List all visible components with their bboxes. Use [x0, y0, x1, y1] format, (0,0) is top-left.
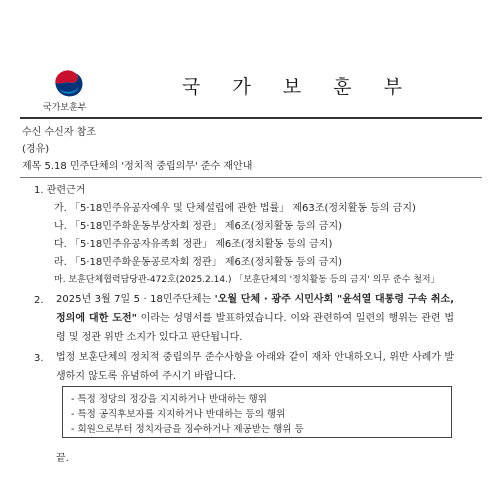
section1-item: 마. 보훈단체협력담당관-472호(2025.2.14.) 「보훈단체의 '정치활동 등의 금지' 의무 준수 철저」 [54, 275, 440, 285]
section1-item: 라. 「5·18민주화운동공로자회 정관」 제6조(정치활동 등의 금지) [54, 257, 343, 268]
section2-text-pre: 2025년 3월 7일 5 · 18민주단체는 [56, 294, 215, 305]
notice-item: - 특정 정당의 정강을 지지하거나 반대하는 행위 [71, 394, 267, 405]
section1-item: 나. 「5·18민주화운동부상자회 정관」 제6조(정치활동 등의 금지) [54, 221, 343, 232]
notice-item: - 특정 공직후보자를 지지하거나 반대하는 등의 행위 [71, 409, 286, 420]
section1-item: 다. 「5·18민주유공자유족회 정관」 제6조(정치활동 등의 금지) [54, 239, 333, 250]
header-divider [20, 117, 482, 119]
section1-heading: 1. 관련근거 [34, 185, 86, 196]
section2-paragraph [56, 290, 454, 347]
section2-text-post: 이라는 성명서를 발표하였습니다. 이와 관련하여 일련의 행위는 관련 법령 및 정관 위반 소지가 있다고 판단됩니다. [56, 313, 454, 343]
section1-item: 가. 「5·18민주유공자예우 및 단체설립에 관한 법률」 제63조(정치활동 등의 금지) [54, 203, 416, 214]
via-line: (경유) [22, 144, 50, 155]
document-title: 국 가 보 훈 부 [182, 76, 415, 98]
ministry-name: 국가보훈부 [43, 103, 87, 113]
recipient-line: 수신 수신자 참조 [22, 127, 96, 138]
subject-divider [20, 177, 482, 178]
end-mark: 끝. [56, 453, 69, 464]
government-logo-icon [50, 62, 88, 100]
subject-line: 제목 5.18 민주단체의 '정치적 중립의무' 준수 재안내 [22, 161, 253, 172]
section3-number: 3. [34, 353, 44, 364]
section3-paragraph: 법정 보훈단체의 정치적 중립의무 준수사항을 아래와 같이 재차 안내하오니, 위반 사례가 발생하지 않도록 유념하여 주시기 바랍니다. [56, 352, 454, 382]
section2-number: 2. [34, 295, 44, 306]
section2-text-bold: '오월 단체 · 광주 시민사회 "윤석열 대통령 구속 취소, 정의에 대한 도전" [56, 294, 455, 324]
notice-item: - 회원으로부터 정치자금을 징수하거나 제공받는 행위 등 [71, 424, 304, 435]
notice-box [62, 386, 452, 438]
